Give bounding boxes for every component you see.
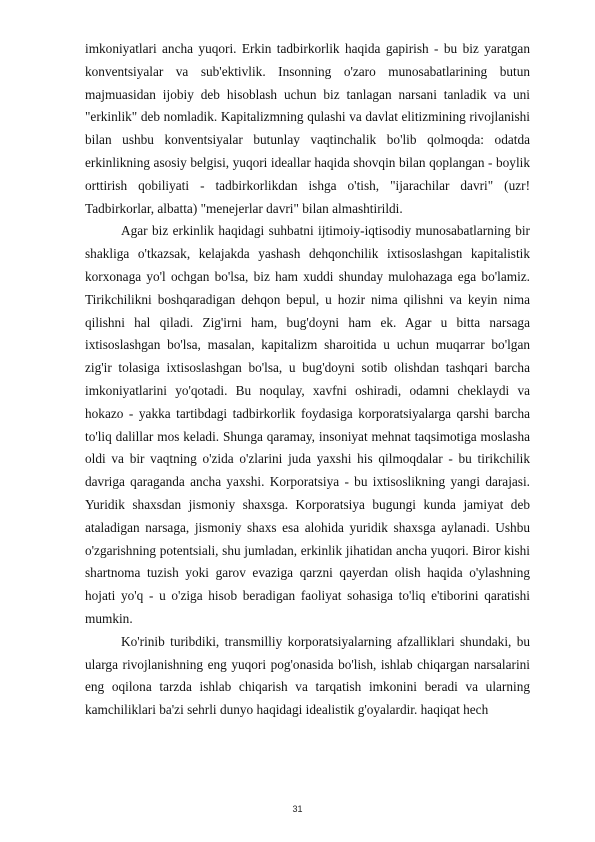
paragraph-transnational-corporations: Ko'rinib turibdiki, transmilliy korporatsiyalarning afzalliklari shundaki, bu ularga rivojlanishning eng yuqori pog'onasida bo'lish, ishlab chiqargan narsalarini eng oqilona tarzda ishlab chiqarish va tarqatish imkonini beradi va ularning kamchiliklari ba'zi sehrli dunyo haqidagi idealistik g'oyalardir. haqiqat hech bbox=[85, 633, 530, 718]
document-page bbox=[85, 38, 530, 722]
paragraph-continuation: imkoniyatlari ancha yuqori. Erkin tadbirkorlik haqida gapirish - bu biz yaratgan konventsiyalar va sub'ektivlik. Insonning o'zaro munosabatlarining butun majmuasidan ijobiy deb hisoblash uchun biz tanlagan narsani tanladik va uni "erkinlik" deb nomladik. Kapitalizmning qulashi va davlat elitizmining rivojlanishi bilan ushbu konventsiyalar butunlay vaqtinchalik bo'lib qolmoqda: odatda erkinlikning asosiy belgisi, yuqori ideallar haqida shovqin bilan qoplangan - boylik orttirish qobiliyati - tadbirkorlikdan ishga o'tish, "ijarachilar davri" (uzr! Tadbirkorlar, albatta) "menejerlar davri" bilan almashtirildi. bbox=[85, 41, 530, 216]
page-number: 31 bbox=[292, 804, 303, 814]
paragraph-economic-freedom: Agar biz erkinlik haqidagi suhbatni ijtimoiy-iqtisodiy munosabatlarning bir shakliga o'tkazsak, kelajakda yashash dehqonchilik ixtisoslashgan kapitalistik korxonaga yo'l ochgan bo'lsa, biz ham xuddi shunday mulohazaga ega bo'lamiz. Tirikchilikni boshqaradigan dehqon bepul, u hozir nima qilishni va keyin nima qilishni hal qiladi. Zig'irni ham, bug'doyni ham ek. Agar u bitta narsaga ixtisoslashgan bo'lsa, masalan, kapitalizm sharoitida u uchun muqarrar bo'lgan zig'ir tolasiga ixtisoslashgan bo'lsa, u bug'doyni sotib olishdan tashqari barcha imkoniyatlarini yo'qotadi. Bu noqulay, xavfni oshiradi, odamni cheklaydi va hokazo - yakka tartibdagi tadbirkorlik foydasiga korporatsiyalarga qarshi barcha to'liq dalillar mos keladi. Shunga qaramay, insoniyat mehnat taqsimotiga moslasha oldi va bir vaqtning o'zida o'zlarini juda yaxshi his qilmoqdalar - bu tirikchilik davriga qaraganda ancha yaxshi. Korporatsiya - bu ixtisoslikning yangi darajasi. Yuridik shaxsdan jismoniy shaxsga. Korporatsiya bugungi kunda jamiyat deb ataladigan narsaga, jismoniy shaxs esa alohida yuridik shaxsga aylanadi. Ushbu o'zgarishning potentsiali, shu jumladan, erkinlik jihatidan ancha yuqori. Biror kishi shartnoma tuzish yoki garov evaziga qarzni qayerdan olish haqida o'ylashning hojati yo'q - u o'ziga hisob beradigan faoliyat sohasiga to'liq e'tiborini qaratishi mumkin. bbox=[85, 223, 530, 626]
